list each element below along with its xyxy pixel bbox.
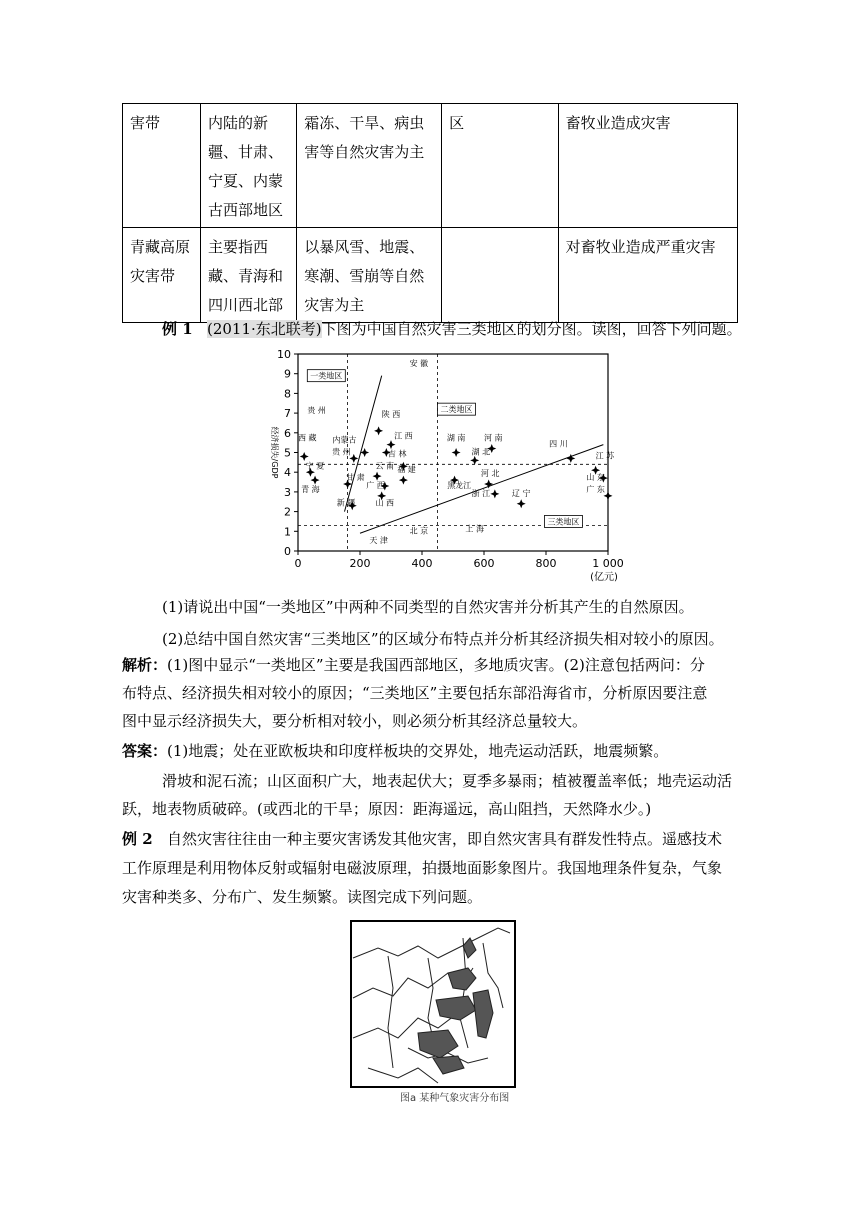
- question-2: (2)总结中国自然灾害“三类地区”的区域分布特点并分析其经济损失相对较小的原因。: [162, 630, 724, 648]
- point-label: 广 东: [586, 484, 605, 494]
- example-1-intro: [162, 316, 742, 342]
- example-source: (2011·东北联考): [206, 320, 322, 338]
- x-tick-label: 1 000: [592, 557, 624, 570]
- x-tick-label: 600: [473, 557, 495, 570]
- y-axis-label: 经济损失/GDP: [270, 426, 279, 479]
- x-tick-label: 0: [294, 557, 302, 570]
- y-tick-label: 5: [284, 446, 291, 460]
- table-cell: 内陆的新疆、甘肃、宁夏、内蒙古西部地区: [201, 104, 297, 228]
- disaster-scatter-chart: [258, 346, 628, 582]
- point-label: 青 海: [301, 484, 320, 494]
- example-text: 自然灾害往往由一种主要灾害诱发其他灾害，即自然灾害具有群发性特点。遥感技术: [166, 830, 722, 848]
- point-label: 贵 州: [307, 406, 326, 416]
- point-label: 河 南: [484, 433, 503, 443]
- region-label: 二类地区: [440, 405, 473, 415]
- x-axis-unit: (亿元): [590, 572, 618, 582]
- point-label: 云 南: [375, 461, 395, 471]
- region-label: 一类地区: [310, 371, 343, 381]
- point-label: 吉 林: [387, 449, 407, 459]
- point-label: 河 北: [480, 469, 500, 479]
- answer-line-1: [122, 738, 668, 764]
- y-tick-label: 8: [284, 387, 291, 401]
- table-row: [123, 228, 738, 323]
- table-cell: 畜牧业造成灾害: [558, 104, 737, 228]
- y-tick-label: 2: [284, 505, 291, 519]
- answer-label: 答案：: [122, 742, 168, 760]
- point-label: 内蒙古: [332, 435, 357, 445]
- y-tick-label: 10: [277, 348, 291, 361]
- point-label: 甘 肃: [346, 473, 365, 483]
- point-label: 山 西: [375, 498, 395, 508]
- x-tick-label: 200: [349, 557, 371, 570]
- point-label: 湖 南: [446, 433, 466, 443]
- point-label: 浙 江: [471, 488, 491, 498]
- point-label: 广 西: [366, 480, 385, 490]
- y-tick-label: 0: [284, 545, 291, 558]
- table-cell: 害带: [123, 104, 201, 228]
- y-tick-label: 6: [284, 426, 291, 440]
- analysis-label: 解析：: [122, 656, 168, 674]
- point-label: 四 川: [549, 439, 568, 449]
- example-2-line-3: 灾害种类多、分布广、发生频繁。读图完成下列问题。: [122, 888, 483, 906]
- y-tick-label: 9: [284, 367, 291, 381]
- table-cell: [442, 228, 559, 323]
- example-label: 例 1: [162, 320, 193, 338]
- point-label: 山 东: [586, 473, 605, 483]
- point-label: 江 苏: [595, 451, 615, 461]
- example-text: 下图为中国自然灾害三类地区的划分图。读图，回答下列问题。: [321, 320, 742, 338]
- analysis-line-3: 图中显示经济损失大，要分析相对较小，则必须分析其经济总量较大。: [122, 712, 588, 730]
- region-label: 三类地区: [547, 517, 580, 527]
- point-label: 宁 夏: [305, 461, 325, 471]
- y-tick-label: 3: [284, 485, 291, 499]
- x-tick-label: 400: [411, 557, 433, 570]
- answer-line-3: 跃，地表物质破碎。(或西北的干旱；原因：距海遥远，高山阻挡，天然降水少。): [122, 800, 652, 818]
- map-caption: 图a 某种气象灾害分布图: [400, 1093, 510, 1104]
- point-label: 上 海: [465, 524, 484, 534]
- answer-line-2: 滑坡和泥石流；山区面积广大，地表起伏大；夏季多暴雨；植被覆盖率低；地壳运动活: [162, 772, 733, 790]
- analysis-line-1: [122, 652, 705, 678]
- point-label: 福 建: [397, 465, 416, 475]
- answer-text: (1)地震；处在亚欧板块和印度样板块的交界处，地壳运动活跃，地震频繁。: [167, 742, 669, 760]
- point-label: 北 京: [409, 526, 429, 536]
- table-row: [123, 104, 738, 228]
- analysis-line-2: 布特点、经济损失相对较小的原因；“三类地区”主要包括东部沿海省市，分析原因要注意: [122, 684, 708, 702]
- table-cell: 霜冻、干旱、病虫害等自然灾害为主: [297, 104, 442, 228]
- disaster-zone-table: [122, 103, 738, 323]
- point-label: 辽 宁: [511, 488, 531, 498]
- y-tick-label: 1: [284, 525, 291, 539]
- question-1: (1)请说出中国“一类地区”中两种不同类型的自然灾害并分析其产生的自然原因。: [162, 598, 694, 616]
- weather-disaster-map: [348, 918, 518, 1106]
- y-tick-label: 4: [284, 466, 291, 480]
- point-label: 湖 北: [471, 447, 491, 457]
- point-label: 安 徽: [409, 358, 429, 368]
- table-cell: 主要指西藏、青海和四川西北部: [201, 228, 297, 323]
- point-label: 西 藏: [298, 433, 317, 443]
- example-2-line-1: [122, 826, 722, 852]
- y-tick-label: 7: [284, 407, 291, 421]
- x-tick-label: 800: [535, 557, 557, 570]
- point-label: 江 西: [394, 431, 413, 441]
- point-label: 贵 州: [332, 447, 351, 457]
- analysis-text: (1)图中显示“一类地区”主要是我国西部地区，多地质灾害。(2)注意包括两问：分: [167, 656, 705, 674]
- example-2-line-2: 工作原理是利用物体反射或辐射电磁波原理，拍摄地面影象图片。我国地理条件复杂，气象: [122, 859, 723, 877]
- point-label: 黑龙江: [447, 480, 472, 490]
- point-label: 陕 西: [381, 410, 401, 420]
- table-cell: 青藏高原灾害带: [123, 228, 201, 323]
- table-cell: 区: [442, 104, 559, 228]
- example-label: 例 2: [122, 830, 153, 848]
- point-label: 天 津: [369, 536, 388, 546]
- point-label: 新 疆: [336, 498, 356, 508]
- table-cell: 对畜牧业造成严重灾害: [558, 228, 737, 323]
- table-cell: 以暴风雪、地震、寒潮、雪崩等自然灾害为主: [297, 228, 442, 323]
